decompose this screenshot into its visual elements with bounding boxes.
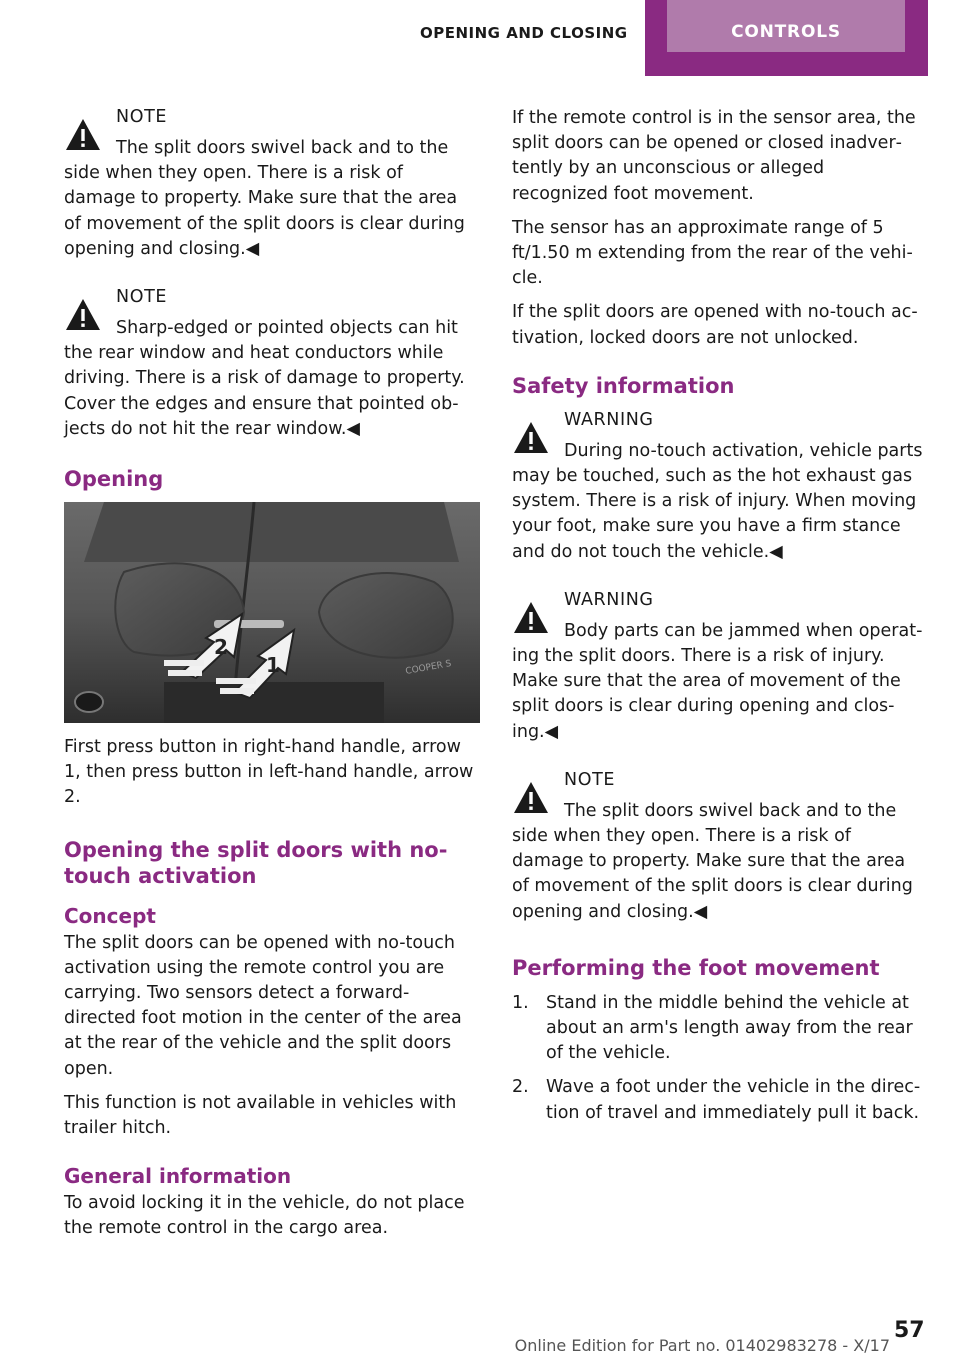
warning-title: WARNING (564, 589, 654, 610)
heading-foot-movement: Performing the foot movement (512, 955, 880, 980)
step-number: 2. (512, 1077, 529, 1098)
page-number: 57 (894, 1318, 925, 1343)
model-badge: COOPER S (404, 659, 453, 677)
rear-door-illustration (64, 502, 480, 723)
note-block (64, 106, 476, 262)
note-block (512, 769, 924, 925)
note-block (64, 286, 476, 442)
warning-triangle-icon (512, 599, 550, 637)
warning-triangle-icon (512, 419, 550, 457)
rear-door-photo (64, 502, 480, 723)
left-column (64, 106, 476, 1251)
steps-list (512, 991, 924, 1126)
warning-body: Body parts can be jammed when operating the split doors. There is a risk of injury. Make sure that the area of movement of the split doors is clear during opening and closing.◀ (512, 620, 923, 742)
arrow-label-2: 2 (214, 635, 228, 660)
step-number: 1. (512, 992, 529, 1013)
note-title: NOTE (116, 107, 168, 127)
warning-body: During no-touch activation, vehicle parts may be touched, such as the hot exhaust gas system. There is a risk of injury. When moving your foot, make sure you have a firm stance and do not touch the vehicle.◀ (512, 440, 923, 562)
note-title: NOTE (564, 769, 616, 790)
chapter-tab-inner (667, 0, 905, 52)
page-footer (0, 1318, 960, 1358)
heading-safety-information: Safety information (512, 373, 735, 398)
list-item (512, 1075, 924, 1125)
note-body: Sharp-edged or pointed objects can hit the rear window and heat conductors while driving. There is a risk of damage to property. Cover the edges and ensure that pointed objects do not hit the rear window.◀ (64, 318, 465, 439)
right-column (512, 106, 924, 1135)
chapter-tab-label: CONTROLS (731, 22, 841, 42)
note-body: The split doors swivel back and to the side when they open. There is a risk of damage to property. Make sure that the area of movement of the split doors is clear during opening and closing.◀ (512, 800, 913, 922)
warning-triangle-icon (64, 296, 102, 334)
note-title: NOTE (116, 287, 168, 308)
figure-caption: First press button in right-hand handle, arrow 1, then press button in left-hand handle, arrow 2. (64, 737, 474, 808)
general-paragraph: To avoid locking it in the vehicle, do not place the remote control in the cargo area. (64, 1193, 465, 1239)
concept-paragraph: The split doors can be opened with no-touch activation using the remote control you are carrying. Two sensors detect a forward-directed foot motion in the center of the area at the rear of the vehicle and the split doors open. (64, 932, 462, 1079)
step-text: Wave a foot under the vehicle in the direction of travel and immediately pull it back. (546, 1077, 921, 1123)
heading-general-information: General information (64, 1164, 292, 1189)
header-section-title: OPENING AND CLOSING (420, 24, 628, 42)
edition-text: Online Edition for Part no. 01402983278 - X/17 (514, 1336, 890, 1355)
sensor-paragraph: The sensor has an approximate range of 5 ft/1.50 m extending from the rear of the vehicle. (512, 217, 913, 289)
warning-triangle-icon (512, 779, 550, 817)
warning-triangle-icon (64, 116, 102, 154)
warning-block (512, 409, 924, 565)
heading-opening: Opening (64, 467, 164, 492)
concept-paragraph: This function is not available in vehicles with trailer hitch. (64, 1092, 457, 1139)
heading-no-touch: Opening the split doors with no-touch activation (64, 837, 448, 888)
chapter-tab (645, 0, 928, 76)
warning-title: WARNING (564, 409, 654, 430)
warning-block (512, 589, 924, 745)
step-text: Stand in the middle behind the vehicle at about an arm's length away from the rear of the vehicle. (546, 992, 913, 1064)
list-item (512, 991, 924, 1067)
note-body: The split doors swivel back and to the side when they open. There is a risk of damage to property. Make sure that the area of movement of the split doors is clear during opening and closing.◀ (64, 138, 465, 259)
arrow-label-1: 1 (266, 653, 280, 678)
heading-concept: Concept (64, 903, 156, 928)
sensor-paragraph: If the remote control is in the sensor area, the split doors can be opened or closed inadvertently by an unconscious or alleged recognized foot movement. (512, 108, 916, 204)
sensor-paragraph: If the split doors are opened with no-touch activation, locked doors are not unlocked. (512, 302, 918, 348)
